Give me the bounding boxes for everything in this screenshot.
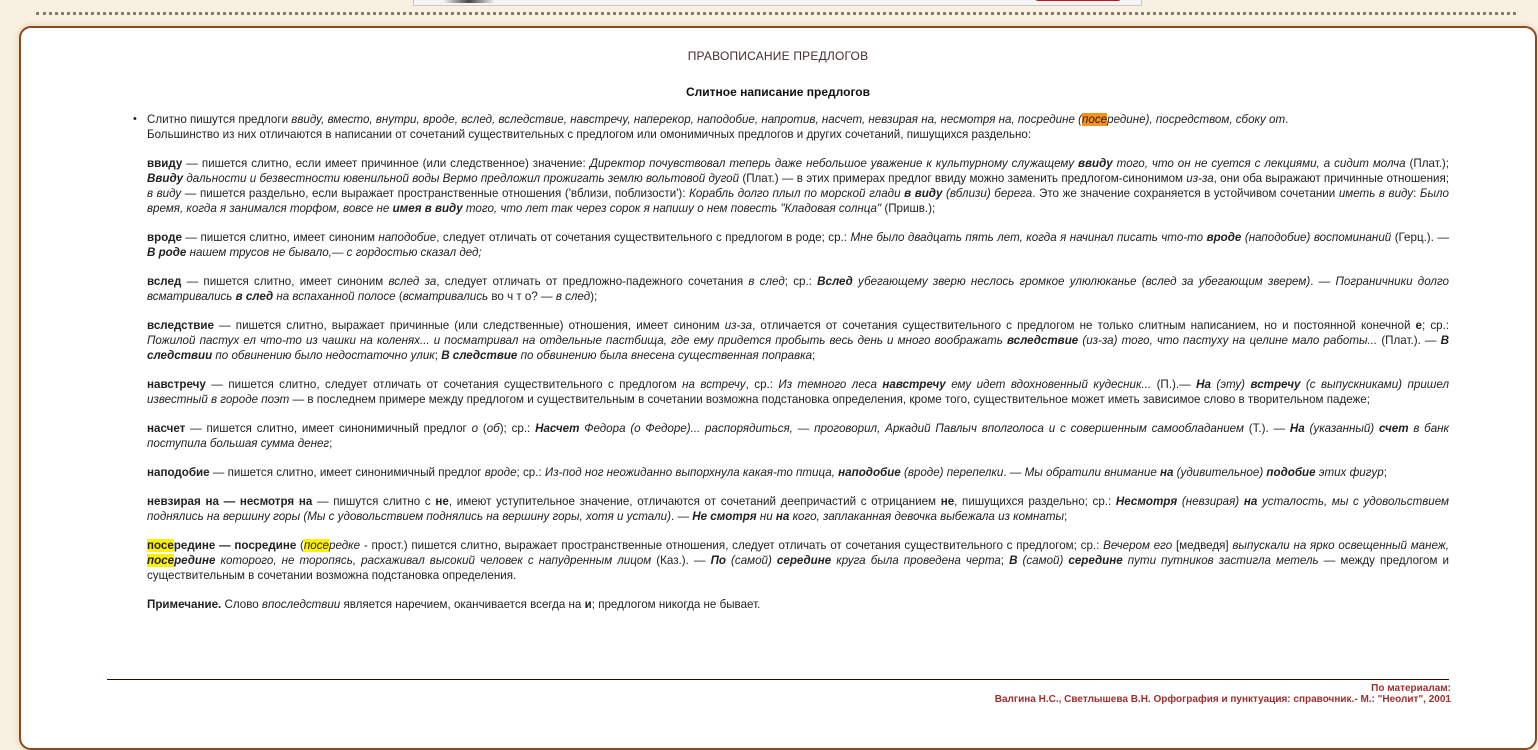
text-segment: — пишется слитно, выражает причинные (или следственные) отношения, имеет синоним bbox=[213, 319, 725, 332]
example-text: дальности и безвестности ювенильной воды Вермо предложил прожигать землю вольтовой дугой bbox=[183, 172, 740, 185]
example-text: (вроде) перепелки bbox=[900, 466, 1004, 479]
example-text: вслед за bbox=[388, 275, 437, 288]
example-text: выпускали на ярко освещенный манеж, bbox=[1232, 539, 1449, 552]
text-segment: ); bbox=[590, 290, 598, 303]
example-text: (эту) bbox=[1210, 378, 1251, 391]
text-segment: . — bbox=[1003, 466, 1025, 479]
text-segment: , они оба выражают причинные отношения; bbox=[1213, 172, 1449, 185]
example-text: кого, заплаканная девочка выбежала из комнаты bbox=[789, 510, 1065, 523]
highlighted-text: посе bbox=[147, 539, 174, 552]
bold-term: Насчет bbox=[535, 422, 580, 435]
footer-divider bbox=[107, 679, 1449, 680]
top-banner bbox=[413, 0, 1142, 6]
example-text: о bbox=[471, 422, 479, 435]
rule-paragraph bbox=[147, 465, 1449, 480]
example-text: усталость, мы с удовольствием поднялись на вершину горы (Мы с удовольствием поднялись на вершину горы, хотя и устали) bbox=[147, 495, 1450, 523]
text-segment: . Это же значение сохраняется в устойчивом сочетании bbox=[1032, 187, 1339, 200]
bold-term: вслед bbox=[147, 275, 182, 288]
example-text: по обвинению была внесена существенная поправка bbox=[517, 349, 813, 362]
example-text: редине), посредством, сбоку от bbox=[1107, 113, 1286, 126]
bold-term: В следствии bbox=[147, 334, 1449, 362]
example-text: Директор почувствовал теперь даже небольшое уважение к культурному служащему bbox=[589, 157, 1079, 170]
bold-term: наподобие bbox=[838, 466, 901, 479]
bold-term: навстречу bbox=[147, 378, 206, 391]
example-text: Мне было двадцать пять лет, когда я начинал писать что-то bbox=[850, 231, 1207, 244]
rule-paragraph bbox=[147, 494, 1449, 524]
text-segment: , ср.: bbox=[745, 378, 779, 391]
text-segment: (Т.). — bbox=[1243, 422, 1290, 435]
text-segment: — пишется слитно, имеет синоним bbox=[181, 231, 379, 244]
example-text: Из темного леса bbox=[778, 378, 883, 391]
text-segment: (Герц.). — bbox=[1391, 231, 1449, 244]
example-text: (из-за) того, что пастуху на целине мало работы... bbox=[1078, 334, 1378, 347]
example-text: по обвинению было недостаточно улик bbox=[212, 349, 435, 362]
text-segment: ( bbox=[296, 539, 304, 552]
text-segment: — пишется слитно, имеет синоним bbox=[181, 275, 389, 288]
note-paragraph bbox=[147, 597, 1449, 612]
text-segment: — между предлогом и существительным в сочетании возможна подстановка определения. bbox=[147, 554, 1449, 582]
rule-paragraph bbox=[147, 230, 1449, 260]
bold-term: вследствие bbox=[1006, 334, 1079, 347]
example-text: иметь в виду bbox=[1338, 187, 1414, 200]
text-segment: — пишется слитно, следует отличать от сочетания существительного с предлогом bbox=[205, 378, 683, 391]
example-text: ни bbox=[756, 510, 776, 523]
example-text: в виду bbox=[147, 187, 182, 200]
example-text: (самой) bbox=[1017, 554, 1069, 567]
example-text: (удивительное) bbox=[1173, 466, 1267, 479]
intro-list-item bbox=[133, 112, 1449, 142]
example-text: (вблизи) берега bbox=[942, 187, 1033, 200]
rule-paragraph bbox=[147, 538, 1449, 583]
bold-term: ввиду bbox=[147, 157, 183, 170]
example-text: убегающему зверю неслось громкое улюлюканье (вслед за убегающим зверем) bbox=[852, 275, 1311, 288]
example-text: (самой) bbox=[725, 554, 777, 567]
text-segment: . — bbox=[670, 510, 693, 523]
text-segment: ; bbox=[329, 437, 333, 450]
text-segment: : bbox=[1413, 187, 1420, 200]
banner-image bbox=[444, 0, 494, 3]
text-segment: — пишется слитно, имеет синонимичный предлог bbox=[209, 466, 485, 479]
example-text: Федора (о Федоре)... распорядиться, — проговорил, Аркадий Павлыч вполголоса и с совершенным самообладанием bbox=[579, 422, 1244, 435]
bold-term: в след bbox=[235, 290, 274, 303]
text-segment: , имеют уступительное значение, отличаются от сочетаний деепричастий с отрицанием bbox=[448, 495, 941, 508]
bold-term: на bbox=[775, 510, 790, 523]
rule-paragraphs bbox=[147, 156, 1449, 612]
bold-term: вроде bbox=[147, 231, 182, 244]
article-body bbox=[133, 112, 1450, 626]
example-text: Корабль долго плыл по морской глади bbox=[689, 187, 905, 200]
example-text: впоследствии bbox=[261, 598, 341, 611]
example-text: (с выпускниками) пришел известный в городе поэт bbox=[147, 378, 1449, 406]
section-title: Слитное написание предлогов bbox=[685, 85, 870, 99]
bold-term: На bbox=[1196, 378, 1211, 391]
example-text: наподобие bbox=[378, 231, 437, 244]
bold-term: вроде bbox=[1206, 231, 1242, 244]
text-segment: (П.).— bbox=[1151, 378, 1197, 391]
bold-term: насчет bbox=[147, 422, 186, 435]
text-segment: ; bbox=[812, 349, 816, 362]
example-text: Было время, когда я занимался торфом, вовсе не bbox=[147, 187, 1449, 215]
bold-term: на bbox=[1160, 466, 1174, 479]
bold-term: имея в виду bbox=[392, 202, 463, 215]
bold-term: В роде bbox=[147, 246, 187, 259]
text-segment: , пишущихся раздельно; ср.: bbox=[954, 495, 1116, 508]
rule-paragraph bbox=[147, 318, 1449, 363]
example-text: в банк поступила большая сумма денег bbox=[147, 422, 1450, 450]
text-segment: (Плат.). — bbox=[1377, 334, 1441, 347]
bold-term: подобие bbox=[1266, 466, 1316, 479]
example-text: Пожилой пастух ел что-то из чашки на коленях... и посматривал на отдельные пастбища, где ему придется пробыть весь день и много воображать bbox=[147, 334, 1007, 347]
bold-term: В bbox=[1009, 554, 1018, 567]
example-text: в след bbox=[555, 290, 591, 303]
bold-term: В следствие bbox=[441, 349, 518, 362]
example-text: Из-под ног неожиданно выпорхнула какая-то птица, bbox=[544, 466, 839, 479]
bold-term: не bbox=[435, 495, 449, 508]
bold-term: На bbox=[1289, 422, 1305, 435]
text-segment: ( bbox=[478, 422, 487, 435]
example-text: из-за bbox=[724, 319, 753, 332]
text-segment: — пишутся слитно с bbox=[312, 495, 436, 508]
example-text: пути путников застигла метель bbox=[1122, 554, 1319, 567]
text-segment: ; ср.: bbox=[516, 466, 545, 479]
text-segment: (Плат.); bbox=[1405, 157, 1450, 170]
text-segment: — пишется слитно, если имеет причинное (или следственное) значение: bbox=[182, 157, 590, 170]
text-segment: , следует отличать от предложно-падежного сочетания bbox=[436, 275, 749, 288]
text-segment: ; bbox=[434, 349, 442, 362]
highlighted-text: посе bbox=[1082, 113, 1108, 126]
text-segment: , следует отличать от сочетания существительного с предлогом в роде; ср.: bbox=[436, 231, 851, 244]
bold-term: середине bbox=[1068, 554, 1123, 567]
bold-term: редине bbox=[174, 554, 216, 567]
text-segment: [медведя] bbox=[1172, 539, 1233, 552]
bold-term: не bbox=[940, 495, 955, 508]
bold-term: Не смотря bbox=[692, 510, 757, 523]
bold-term: счет bbox=[1378, 422, 1409, 435]
example-text: в след bbox=[748, 275, 785, 288]
example-text: всматривались bbox=[402, 290, 489, 303]
text-segment: (Каз.). — bbox=[651, 554, 711, 567]
rule-paragraph bbox=[147, 377, 1449, 407]
bold-term: вследствие bbox=[147, 319, 214, 332]
text-segment: ; предлогом никогда не бывает. bbox=[591, 598, 761, 611]
example-text: того, что лет так через сорок я напишу о нем повесть "Кладовая солнца" bbox=[462, 202, 882, 215]
rule-paragraph bbox=[147, 156, 1449, 216]
example-text: круга была проведена черта bbox=[831, 554, 1001, 567]
example-text: ему идет вдохновенный кудесник... bbox=[945, 378, 1152, 391]
text-segment: является наречием, оканчивается всегда на bbox=[340, 598, 585, 611]
example-text: которого, не торопясь, расхаживал высокий человек с напудренным лицом bbox=[215, 554, 652, 567]
text-segment: Слитно пишутся предлоги bbox=[147, 113, 292, 126]
bold-term: е bbox=[1415, 319, 1422, 332]
text-segment: — пишется слитно, имеет синонимичный предлог bbox=[185, 422, 472, 435]
text-segment: ; bbox=[1000, 554, 1010, 567]
bold-term: невзирая на — несмотря на bbox=[147, 495, 313, 508]
highlighted-text: посе bbox=[147, 554, 175, 567]
bold-term: Вслед bbox=[817, 275, 853, 288]
dotted-divider bbox=[36, 12, 1516, 15]
example-text: этих фигур bbox=[1315, 466, 1384, 479]
bold-term: середине bbox=[776, 554, 832, 567]
example-text: (наподобие) воспоминаний bbox=[1241, 231, 1392, 244]
text-segment: ; ср.: bbox=[1422, 319, 1450, 332]
text-segment: ; ср.: bbox=[784, 275, 818, 288]
example-text: нашем трусов не бывало,— с гордостью сказал дед; bbox=[186, 246, 482, 259]
text-segment: ); ср.: bbox=[499, 422, 536, 435]
example-text: Мы обратили внимание bbox=[1024, 466, 1160, 479]
page-title: ПРАВОПИСАНИЕ ПРЕДЛОГОВ bbox=[687, 49, 869, 63]
rule-paragraph bbox=[147, 421, 1449, 451]
rule-paragraph bbox=[147, 274, 1449, 304]
text-segment: ; bbox=[1383, 466, 1387, 479]
text-segment: (Плат.) — в этих примерах предлог ввиду можно заменить предлогом-синонимом bbox=[739, 172, 1187, 185]
intro-text bbox=[147, 113, 1288, 141]
example-text: Вечером его bbox=[1103, 539, 1173, 552]
highlighted-text: посе bbox=[303, 539, 329, 552]
example-text: (невзирая) bbox=[1177, 495, 1244, 508]
bold-term: По bbox=[710, 554, 726, 567]
bold-term: ввиду bbox=[1078, 157, 1113, 170]
text-segment: — в последнем примере между предлогом и существительным в сочетании возможна подстановка определения, кроме того, существительное может иметь зависимое слово в творительном падеже; bbox=[289, 393, 1370, 406]
text-segment: . bbox=[1285, 113, 1289, 126]
text-segment: (Пришв.); bbox=[881, 202, 936, 215]
example-text: из-за bbox=[1186, 172, 1214, 185]
text-segment: Большинство из них отличаются в написании от сочетаний существительных с предлогом или омонимичных предлогов и других сочетаний, пишущихся раздельно: bbox=[147, 128, 1032, 141]
text-segment: - прост.) пишется слитно, выражает пространственные отношения, следует отличать от сочетания существительного с предлогом; ср.: bbox=[360, 539, 1104, 552]
text-segment: Слово bbox=[221, 598, 262, 611]
text-segment: во ч т о? — bbox=[488, 290, 556, 303]
example-text: Пограничники долго всматривались bbox=[147, 275, 1449, 303]
content-panel bbox=[19, 26, 1537, 750]
text-segment: ; bbox=[1064, 510, 1068, 523]
text-segment: ( bbox=[395, 290, 403, 303]
footer-source bbox=[995, 683, 1451, 705]
bold-term: наподобие bbox=[147, 466, 210, 479]
example-text: того, что он не суется с лекциями, а сидит молча bbox=[1112, 157, 1406, 170]
bold-term: редине — посредине bbox=[173, 539, 297, 552]
text-segment: , отличается от сочетания существительного с предлогом не только слитным написанием, но и постоянной конечной bbox=[752, 319, 1416, 332]
example-text: об bbox=[486, 422, 500, 435]
example-text: ввиду, вместо, внутри, вроде, вслед, вследствие, навстречу, наперекор, наподобие, напротив, насчет, невзирая на, несмотря на, посредине ( bbox=[291, 113, 1083, 126]
footer-citation: Валгина Н.С., Светлышева В.Н. Орфография и пунктуация: справочник.- М.: "Неолит", 2001 bbox=[994, 694, 1451, 705]
bold-term: Примечание. bbox=[147, 598, 222, 611]
footer-label: По материалам: bbox=[1371, 683, 1451, 694]
text-segment: . — bbox=[1310, 275, 1336, 288]
banner-button[interactable] bbox=[1035, 0, 1121, 1]
bold-term: на bbox=[1243, 495, 1258, 508]
example-text: вроде bbox=[484, 466, 517, 479]
bold-term: навстречу bbox=[882, 378, 946, 391]
example-text: (указанный) bbox=[1304, 422, 1379, 435]
bold-term: Несмотря bbox=[1115, 495, 1178, 508]
example-text: на встречу bbox=[682, 378, 746, 391]
bold-term: встречу bbox=[1250, 378, 1301, 391]
bold-term: в виду bbox=[904, 187, 943, 200]
bold-term: и bbox=[584, 598, 592, 611]
bold-term: Ввиду bbox=[147, 172, 184, 185]
bullet-icon: • bbox=[133, 113, 137, 125]
example-text: редке bbox=[329, 539, 361, 552]
example-text: на вспаханной полосе bbox=[273, 290, 396, 303]
text-segment: — пишется раздельно, если выражает пространственные отношения ('вблизи, поблизости'): bbox=[181, 187, 690, 200]
